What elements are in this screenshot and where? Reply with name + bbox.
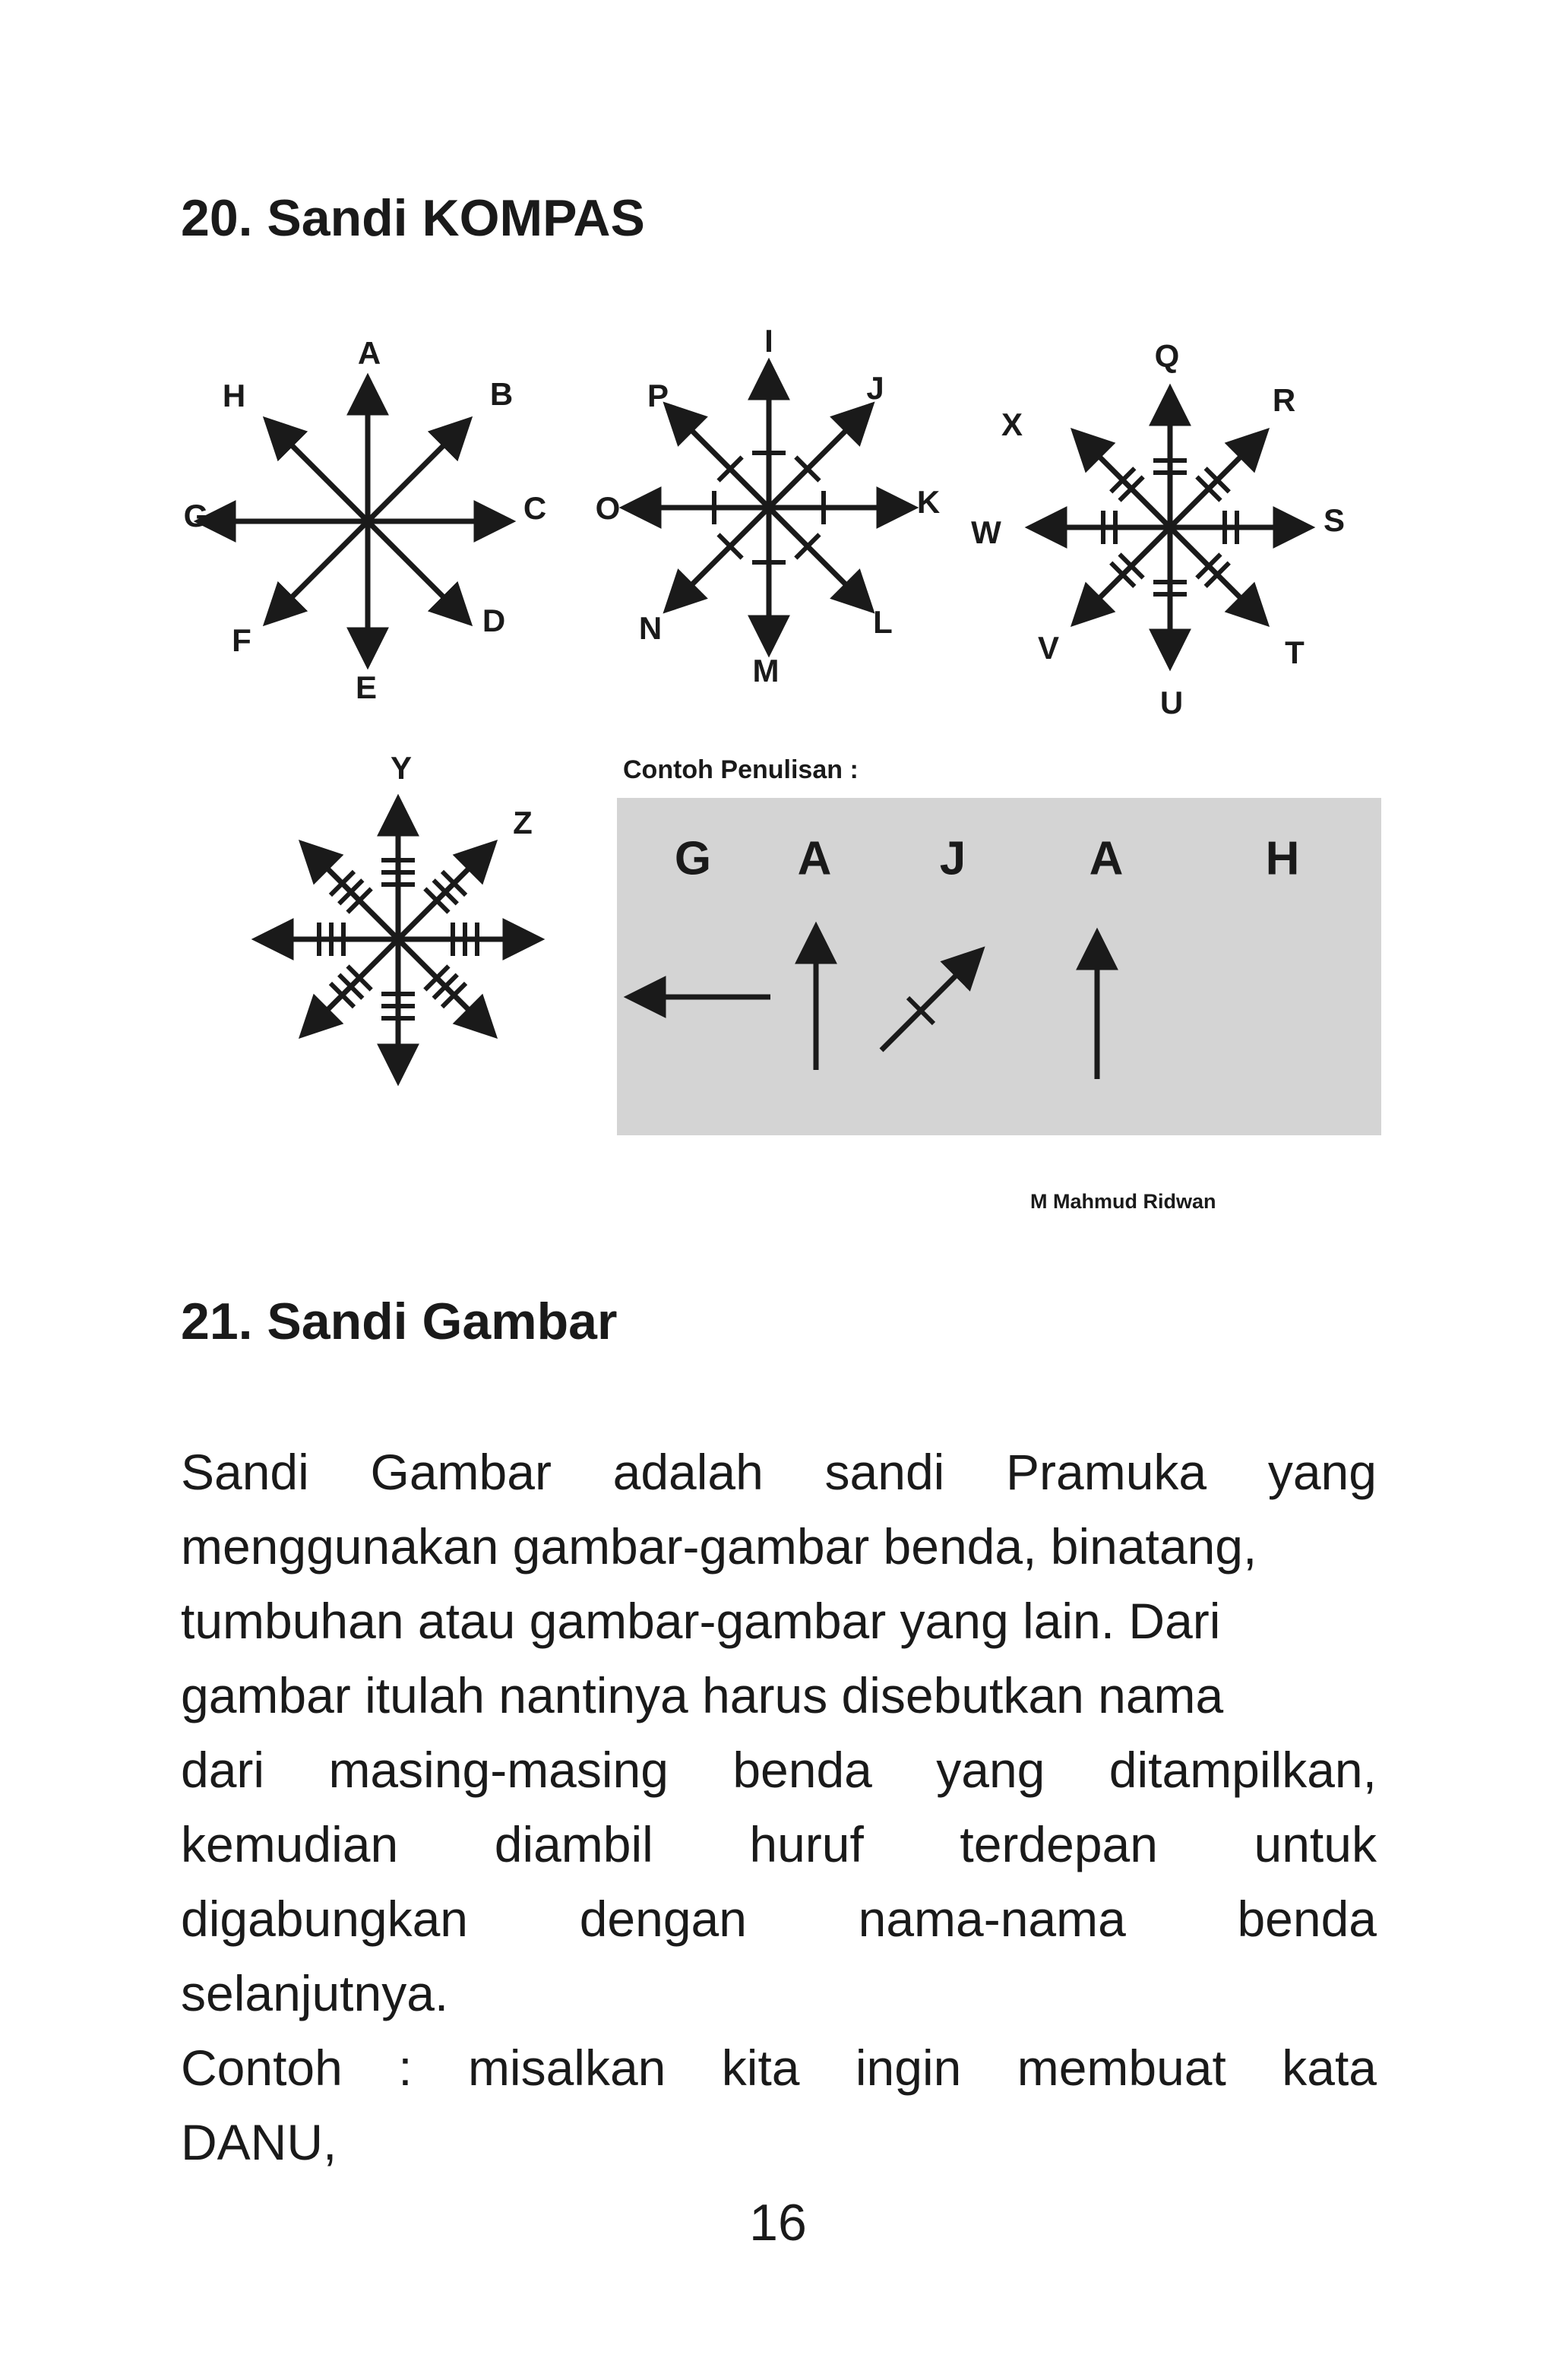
compass-letter: C [523, 490, 547, 527]
paragraph-word: Gambar [370, 1444, 552, 1500]
author-credit: M Mahmud Ridwan [1030, 1190, 1216, 1213]
example-caption: Contoh Penulisan : [623, 755, 859, 784]
paragraph-word: tumbuhan atau gambar-gambar yang lain. Dari [181, 1593, 1221, 1649]
compass-letter: T [1285, 635, 1305, 671]
paragraph-word: Pramuka [1006, 1444, 1207, 1500]
paragraph-line [181, 1435, 1377, 1509]
paragraph-word: digabungkan [181, 1891, 469, 1947]
paragraph-word: Contoh [181, 2040, 343, 2096]
compass-letter: D [482, 603, 506, 639]
paragraph-line [181, 2105, 1377, 2179]
sandi-gambar-paragraph [181, 1435, 1377, 2179]
paragraph-word: diambil [494, 1816, 653, 1872]
compass-letter: U [1159, 685, 1184, 721]
paragraph-word: yang [936, 1742, 1045, 1798]
paragraph-line [181, 1658, 1377, 1733]
paragraph-word: gambar itulah nantinya harus disebutkan nama [181, 1667, 1224, 1723]
paragraph-word: misalkan [467, 2040, 666, 2096]
paragraph-word: untuk [1254, 1816, 1377, 1872]
compass-letter: S [1323, 502, 1346, 539]
example-arrow [881, 951, 980, 1050]
example-letter: A [797, 832, 832, 885]
paragraph-word: adalah [612, 1444, 764, 1500]
paragraph-word: Sandi [181, 1444, 309, 1500]
paragraph-word: dari [181, 1742, 265, 1798]
paragraph-word: menggunakan gambar-gambar benda, binatang, [181, 1518, 1257, 1575]
section-21-title: 21. Sandi Gambar [181, 1293, 618, 1350]
paragraph-line [181, 2030, 1377, 2105]
example-letter: G [674, 832, 712, 885]
example-overlay [0, 0, 1556, 1140]
paragraph-word: terdepan [960, 1816, 1158, 1872]
paragraph-line [181, 1733, 1377, 1807]
compass-letter: O [595, 490, 621, 527]
compass-letter: I [764, 323, 773, 359]
compass-letter: B [489, 376, 514, 413]
compass-letter: V [1037, 630, 1060, 666]
paragraph-word: sandi [824, 1444, 945, 1500]
example-letter: A [1089, 832, 1124, 885]
compass-letter: R [1272, 382, 1296, 419]
paragraph-word: huruf [749, 1816, 864, 1872]
compass-letter: Q [1154, 338, 1180, 375]
paragraph-line [181, 1509, 1377, 1584]
compass-letter: W [971, 514, 1001, 551]
compass-letter: Z [513, 805, 533, 841]
paragraph-line [181, 1807, 1377, 1882]
paragraph-word: : [398, 2040, 413, 2096]
page-number: 16 [749, 2194, 807, 2252]
compass-letter: J [866, 370, 884, 407]
paragraph-word: dengan [579, 1891, 747, 1947]
compass-letter: M [752, 653, 780, 689]
compass-letter: F [232, 622, 251, 659]
section-20-title: 20. Sandi KOMPAS [181, 189, 645, 247]
paragraph-word: kita [721, 2040, 800, 2096]
compass-letter: P [647, 378, 669, 414]
compass-letter: X [1001, 407, 1023, 443]
paragraph-word: ingin [855, 2040, 962, 2096]
compass-letter: Y [390, 750, 413, 786]
paragraph-word: membuat [1017, 2040, 1226, 2096]
example-letter: J [939, 832, 966, 885]
paragraph-word: DANU, [181, 2114, 337, 2170]
paragraph-word: kata [1282, 2040, 1377, 2096]
paragraph-word: yang [1267, 1444, 1377, 1500]
compass-letter: L [873, 604, 893, 641]
paragraph-line [181, 1956, 1377, 2030]
compass-letter: K [916, 484, 941, 521]
paragraph-word: kemudian [181, 1816, 399, 1872]
paragraph-line [181, 1882, 1377, 1956]
paragraph-word: benda [732, 1742, 872, 1798]
compass-letter: E [355, 669, 378, 706]
compass-letter: H [222, 378, 246, 414]
paragraph-line [181, 1584, 1377, 1658]
paragraph-word: selanjutnya. [181, 1965, 449, 2021]
paragraph-word: masing-masing [328, 1742, 669, 1798]
paragraph-word: ditampilkan, [1108, 1742, 1377, 1798]
compass-letter: G [183, 498, 209, 534]
paragraph-word: benda [1237, 1891, 1377, 1947]
compass-letter: A [357, 335, 381, 372]
compass-letter: N [638, 610, 663, 647]
paragraph-word: nama-nama [858, 1891, 1126, 1947]
example-letter: H [1265, 832, 1300, 885]
